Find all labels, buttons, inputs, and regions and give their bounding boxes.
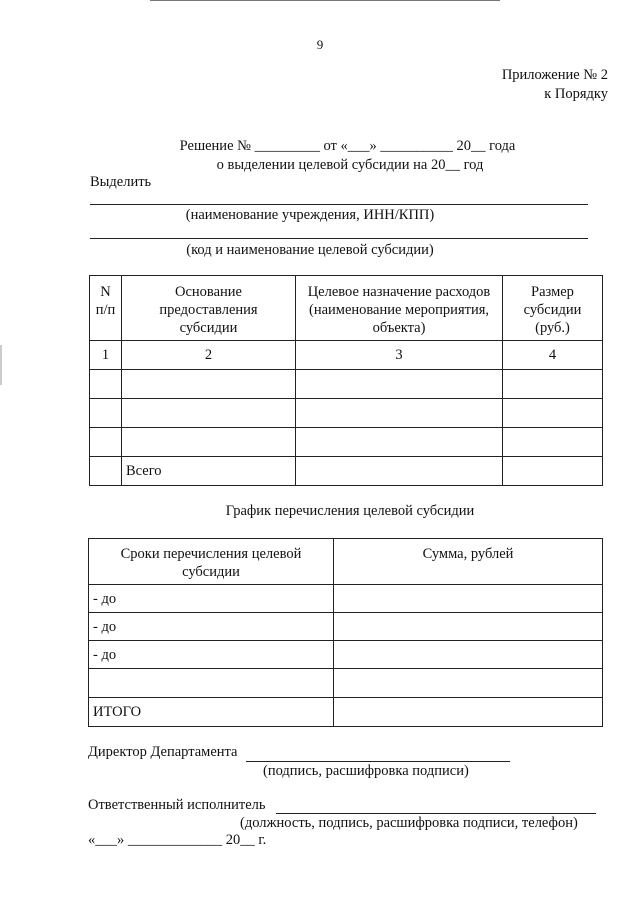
schedule-term-cell: - до: [89, 641, 334, 669]
schedule-total-label: ИТОГО: [89, 698, 334, 727]
schedule-sum-cell[interactable]: [334, 613, 603, 641]
schedule-header-row: [89, 539, 603, 585]
empty-cell[interactable]: [90, 370, 122, 399]
institution-fill-line: [90, 204, 588, 205]
header-text: субсидии: [523, 302, 582, 318]
schedule-title: График перечисления целевой субсидии: [225, 503, 475, 519]
empty-cell[interactable]: [503, 399, 603, 428]
total-label: Всего: [122, 457, 296, 486]
schedule-sum-cell[interactable]: [334, 669, 603, 698]
header-cell-number: [90, 276, 122, 341]
empty-cell[interactable]: [503, 370, 603, 399]
page-number: 9: [316, 37, 324, 52]
empty-cell[interactable]: [296, 457, 503, 486]
schedule-row: [89, 613, 603, 641]
empty-cell[interactable]: [90, 428, 122, 457]
director-signature-line: [246, 761, 510, 762]
director-label: Директор Департамента: [88, 744, 238, 760]
header-text: субсидии: [179, 320, 238, 336]
empty-cell[interactable]: [296, 370, 503, 399]
header-text: Целевое назначение расходов: [307, 284, 491, 300]
table-row: [90, 370, 603, 399]
header-text: п/п: [95, 302, 116, 318]
decision-subject: о выделении целевой субсидии на 20__ год: [216, 157, 484, 173]
empty-cell[interactable]: [122, 428, 296, 457]
column-number-cell: 4: [503, 341, 603, 370]
header-text: субсидии: [182, 564, 240, 580]
schedule-row: [89, 641, 603, 669]
empty-cell[interactable]: [503, 457, 603, 486]
header-text: Сроки перечисления целевой: [120, 546, 302, 562]
total-row: [90, 457, 603, 486]
schedule-total-sum-cell[interactable]: [334, 698, 603, 727]
empty-cell[interactable]: [90, 399, 122, 428]
schedule-row: [89, 669, 603, 698]
schedule-table: [88, 538, 603, 727]
schedule-term-cell: - до: [89, 613, 334, 641]
header-cell-basis: [122, 276, 296, 341]
table-row: [90, 399, 603, 428]
header-text: N: [100, 284, 111, 300]
empty-cell[interactable]: [503, 428, 603, 457]
header-text: Основание: [175, 284, 242, 300]
schedule-sum-cell[interactable]: [334, 585, 603, 613]
column-number-cell: 3: [296, 341, 503, 370]
table-row: [90, 428, 603, 457]
allocate-label: Выделить: [90, 174, 152, 190]
executor-label: Ответственный исполнитель: [88, 797, 266, 813]
column-number-cell: 1: [90, 341, 122, 370]
schedule-header-terms: [89, 539, 334, 585]
header-text: Размер: [531, 284, 574, 300]
header-text: (наименование мероприятия,: [308, 302, 490, 318]
subsidy-table-header-row: [90, 276, 603, 341]
empty-cell[interactable]: [296, 399, 503, 428]
column-number-row: [90, 341, 603, 370]
appendix-subtitle: к Порядку: [544, 86, 608, 102]
director-caption: (подпись, расшифровка подписи): [263, 763, 469, 779]
executor-caption: (должность, подпись, расшифровка подписи, телефон): [240, 815, 578, 831]
column-number-cell: 2: [122, 341, 296, 370]
header-text: (руб.): [535, 320, 570, 336]
empty-cell[interactable]: [90, 457, 122, 486]
header-text: объекта): [372, 320, 426, 336]
header-cell-amount: [503, 276, 603, 341]
empty-cell[interactable]: [296, 428, 503, 457]
appendix-title: Приложение № 2: [501, 67, 608, 83]
schedule-total-row: [89, 698, 603, 727]
scan-margin-mark: [0, 345, 2, 385]
executor-signature-line: [276, 813, 596, 814]
schedule-row: [89, 585, 603, 613]
decision-line: Решение № _________ от «___» __________ 20__ года: [179, 138, 516, 154]
empty-cell[interactable]: [122, 370, 296, 399]
subsidy-fill-line: [90, 238, 588, 239]
subsidy-table: [89, 275, 603, 486]
subsidy-caption: (код и наименование целевой субсидии): [186, 242, 434, 258]
schedule-term-cell: [89, 669, 334, 698]
header-text: предоставления: [159, 302, 258, 318]
empty-cell[interactable]: [122, 399, 296, 428]
schedule-term-cell: - до: [89, 585, 334, 613]
schedule-header-sum: Сумма, рублей: [334, 539, 603, 585]
institution-caption: (наименование учреждения, ИНН/КПП): [185, 207, 435, 223]
schedule-sum-cell[interactable]: [334, 641, 603, 669]
date-line: «___» _____________ 20__ г.: [88, 832, 267, 848]
header-cell-purpose: [296, 276, 503, 341]
top-edge-line: [150, 0, 500, 1]
